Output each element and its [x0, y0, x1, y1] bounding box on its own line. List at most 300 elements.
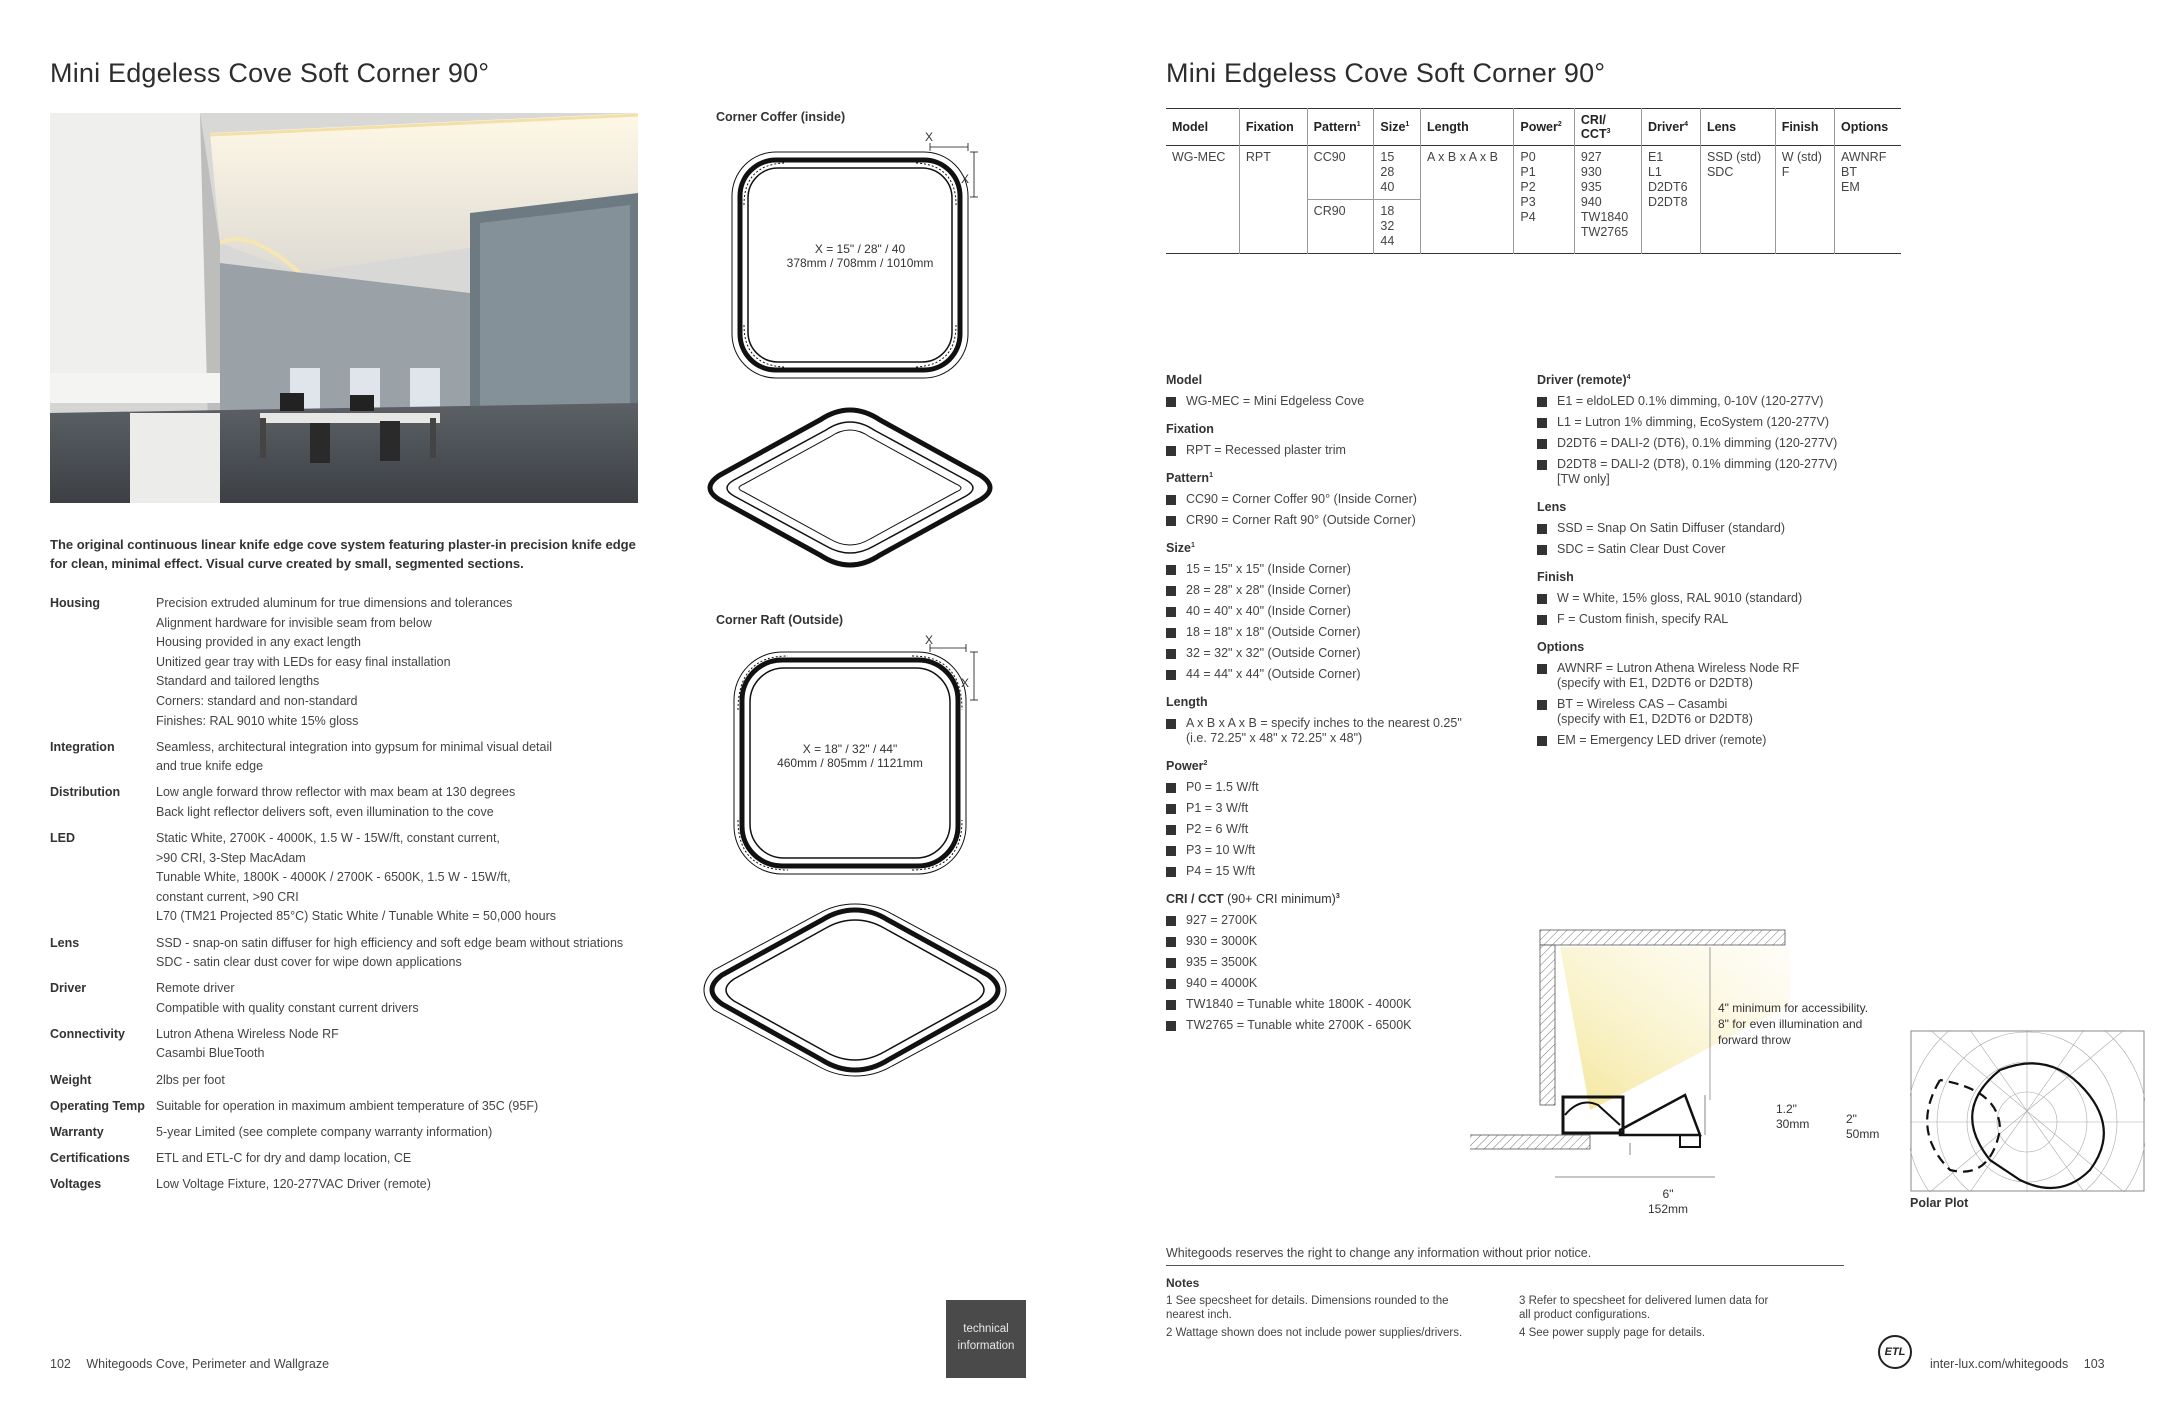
- option-heading: [1537, 500, 1917, 514]
- option-item-text: L1 = Lutron 1% dimming, EcoSystem (120-277V): [1557, 415, 1830, 429]
- option-item-text: 940 = 4000K: [1186, 976, 1258, 990]
- dim-inches: 2": [1846, 1112, 1857, 1126]
- table-header: [1574, 109, 1641, 146]
- size-value: 44: [1380, 234, 1395, 248]
- option-item: [1166, 777, 1526, 798]
- option-heading-label: Length: [1166, 695, 1208, 709]
- header-label: Options: [1840, 120, 1889, 134]
- spec-label: Certifications: [50, 1150, 130, 1165]
- table-header: [1374, 109, 1421, 146]
- option-item-text: SDC = Satin Clear Dust Cover: [1557, 542, 1726, 556]
- page-title-right: Mini Edgeless Cove Soft Corner 90°: [1166, 58, 1606, 88]
- option-heading: [1166, 695, 1526, 709]
- option-item-text: E1 = eldoLED 0.1% dimming, 0-10V (120-277V): [1557, 394, 1824, 408]
- option-heading-label: Power: [1166, 759, 1204, 773]
- square-bullet-icon: [1166, 586, 1176, 596]
- cri-value: TW1840: [1580, 210, 1629, 224]
- spec-row: [50, 783, 650, 822]
- header-label: CRI/ CCT: [1580, 113, 1607, 141]
- option-item-text: WG-MEC = Mini Edgeless Cove: [1186, 394, 1365, 408]
- square-bullet-icon: [1537, 460, 1547, 470]
- option-item: [1166, 580, 1526, 601]
- power-value: P2: [1520, 180, 1536, 194]
- square-bullet-icon: [1166, 565, 1176, 575]
- raft-dims-mm: 460mm / 805mm / 1121mm: [777, 756, 923, 770]
- option-item: [1166, 840, 1526, 861]
- size-value: 32: [1380, 219, 1395, 233]
- spec-value-line: SSD - snap-on satin diffuser for high efficiency and soft edge beam without striations: [156, 935, 624, 950]
- note-3: 3 Refer to specsheet for delivered lumen data for all product configurations.: [1519, 1295, 1769, 1321]
- dim-mm: 30mm: [1776, 1117, 1810, 1131]
- spec-value: [156, 934, 623, 973]
- option-heading-label: Fixation: [1166, 422, 1214, 436]
- footnote-marker: 1: [1209, 471, 1213, 479]
- raft-dimensions: [730, 742, 970, 770]
- option-item-text: P4 = 15 W/ft: [1186, 864, 1256, 878]
- option-item-text: P1 = 3 W/ft: [1186, 801, 1249, 815]
- spec-value: [156, 738, 552, 777]
- spec-label: Distribution: [50, 785, 121, 800]
- page-number-right: 103: [2083, 1357, 2105, 1371]
- ordering-table: [1166, 108, 1901, 254]
- cell-size-inside: [1374, 146, 1421, 200]
- spec-value: [156, 829, 556, 927]
- note-4: 4 See power supply page for details.: [1519, 1327, 1706, 1339]
- option-item-text: 930 = 3000K: [1186, 934, 1258, 948]
- header-label: Driver: [1647, 120, 1685, 134]
- option-item-text: D2DT8 = DALI-2 (DT8), 0.1% dimming (120-277V) [TW only]: [1557, 457, 1838, 486]
- square-bullet-icon: [1166, 937, 1176, 947]
- square-bullet-icon: [1166, 867, 1176, 877]
- size-value: 18: [1380, 204, 1395, 218]
- table-header: [1514, 109, 1575, 146]
- spec-label: Integration: [50, 739, 115, 754]
- technical-information-tab: [946, 1300, 1026, 1378]
- spec-label: LED: [50, 831, 75, 846]
- spec-value-line: Housing provided in any exact length: [156, 635, 361, 650]
- section-note-line: 8" for even illumination and: [1718, 1017, 1863, 1031]
- spec-value: [156, 1175, 431, 1195]
- page-title-left: Mini Edgeless Cove Soft Corner 90°: [50, 58, 490, 88]
- spec-label: Voltages: [50, 1176, 102, 1191]
- table-header: [1700, 109, 1775, 146]
- option-heading-label: Lens: [1537, 500, 1567, 514]
- square-bullet-icon: [1166, 804, 1176, 814]
- size-value: 15: [1380, 150, 1395, 164]
- driver-value: D2DT6: [1647, 180, 1688, 194]
- square-bullet-icon: [1166, 649, 1176, 659]
- spec-label: Housing: [50, 596, 100, 610]
- spec-row: [50, 1149, 650, 1169]
- option-item: [1537, 588, 1917, 609]
- etl-certification-icon: ETL: [1878, 1335, 1912, 1369]
- square-bullet-icon: [1166, 1000, 1176, 1010]
- cell-model: WG-MEC: [1172, 150, 1226, 164]
- power-value: P1: [1520, 165, 1536, 179]
- cri-value: TW2765: [1580, 225, 1629, 239]
- spec-value-line: Standard and tailored lengths: [156, 674, 320, 689]
- option-item-text: 935 = 3500K: [1186, 955, 1258, 969]
- footer-url[interactable]: inter-lux.com/whitegoods: [1930, 1357, 2069, 1371]
- square-bullet-icon: [1166, 825, 1176, 835]
- spec-value-line: Compatible with quality constant current drivers: [156, 1000, 419, 1015]
- footnote-marker: 4: [1626, 373, 1631, 381]
- option-item-text: 18 = 18" x 18" (Outside Corner): [1186, 625, 1361, 639]
- note-1: 1 See specsheet for details. Dimensions rounded to the nearest inch.: [1166, 1295, 1449, 1321]
- option-heading-label: Size: [1166, 541, 1192, 555]
- cri-value: 940: [1580, 195, 1602, 209]
- spec-value-line: Low angle forward throw reflector with max beam at 130 degrees: [156, 785, 516, 800]
- x-label: X: [925, 633, 934, 647]
- square-bullet-icon: [1166, 446, 1176, 456]
- spec-value-line: Corners: standard and non-standard: [156, 693, 358, 708]
- option-item: [1537, 609, 1917, 630]
- spec-value-line: Finishes: RAL 9010 white 15% gloss: [156, 713, 359, 728]
- square-bullet-icon: [1537, 664, 1547, 674]
- spec-row: [50, 1123, 650, 1143]
- spec-value-line: Remote driver: [156, 981, 235, 996]
- driver-value: L1: [1647, 165, 1662, 179]
- table-header: [1166, 109, 1239, 146]
- driver-value: E1: [1647, 150, 1664, 164]
- square-bullet-icon: [1537, 545, 1547, 555]
- spec-value-line: Seamless, architectural integration into gypsum for minimal visual detail: [156, 739, 553, 754]
- option-item: [1537, 539, 1917, 560]
- x-label: X: [961, 172, 970, 186]
- option-heading: [1166, 422, 1526, 436]
- option-heading-label: Pattern: [1166, 471, 1210, 485]
- option-item-text: 15 = 15" x 15" (Inside Corner): [1186, 562, 1351, 576]
- driver-value: D2DT8: [1647, 195, 1688, 209]
- finish-value: F: [1781, 165, 1790, 179]
- spec-value: [156, 1097, 538, 1117]
- tech-box-line1: technical: [963, 1323, 1009, 1335]
- option-item-text: P0 = 1.5 W/ft: [1186, 780, 1259, 794]
- header-label: Model: [1172, 120, 1209, 134]
- spec-value-line: Lutron Athena Wireless Node RF: [156, 1026, 339, 1041]
- spec-value-line: SDC - satin clear dust cover for wipe down applications: [156, 955, 462, 970]
- spec-row: [50, 738, 650, 777]
- coffer-dims-mm: 378mm / 708mm / 1010mm: [786, 256, 934, 270]
- square-bullet-icon: [1537, 736, 1547, 746]
- option-heading-label: CRI / CCT: [1166, 892, 1224, 906]
- spec-value: [156, 1071, 225, 1091]
- cell-lens: [1700, 146, 1775, 254]
- lens-value: SDC: [1706, 165, 1734, 179]
- cri-value: 927: [1580, 150, 1602, 164]
- corner-coffer-iso: [700, 400, 1000, 575]
- header-label: Pattern: [1313, 120, 1357, 134]
- note-2: 2 Wattage shown does not include power supplies/drivers.: [1166, 1327, 1463, 1339]
- notes-title: Notes: [1166, 1276, 1200, 1290]
- table-header-row: [1166, 109, 1901, 146]
- spec-label: Driver: [50, 981, 87, 996]
- option-item: [1166, 861, 1526, 882]
- spec-value-line: Suitable for operation in maximum ambient temperature of 35C (95F): [156, 1098, 539, 1113]
- option-item: [1166, 440, 1526, 461]
- square-bullet-icon: [1537, 524, 1547, 534]
- disclaimer: Whitegoods reserves the right to change any information without prior notice.: [1166, 1246, 1592, 1260]
- option-item: [1537, 730, 1917, 751]
- option-value: EM: [1840, 180, 1860, 194]
- option-heading: [1166, 471, 1526, 485]
- coffer-dims-inches: X = 15" / 28" / 40: [814, 242, 906, 256]
- option-item-text: CC90 = Corner Coffer 90° (Inside Corner): [1186, 492, 1417, 506]
- option-item: [1537, 412, 1917, 433]
- option-heading: [1537, 640, 1917, 654]
- option-item-text: SSD = Snap On Satin Diffuser (standard): [1557, 521, 1786, 535]
- cell-pattern-cc90: CC90: [1307, 146, 1374, 200]
- square-bullet-icon: [1166, 846, 1176, 856]
- table-row: [1166, 146, 1901, 200]
- dim-inches: 6": [1662, 1187, 1674, 1201]
- square-bullet-icon: [1166, 916, 1176, 926]
- options-column-2: [1537, 373, 1917, 751]
- tech-box-line2: information: [957, 1340, 1015, 1352]
- option-item: [1537, 454, 1917, 490]
- raft-dims-inches: X = 18" / 32" / 44": [802, 742, 898, 756]
- power-value: P4: [1520, 210, 1536, 224]
- cell-pattern-cr90: CR90: [1307, 200, 1374, 254]
- spec-row: [50, 934, 650, 973]
- spec-value: [156, 1123, 492, 1143]
- table-header: [1421, 109, 1514, 146]
- square-bullet-icon: [1166, 628, 1176, 638]
- spec-value-line: Static White, 2700K - 4000K, 1.5 W - 15W/ft, constant current,: [156, 831, 500, 846]
- footer-right: [1930, 1357, 2105, 1371]
- table-header: [1775, 109, 1834, 146]
- square-bullet-icon: [1537, 418, 1547, 428]
- spec-value-line: L70 (TM21 Projected 85°C) Static White / Tunable White = 50,000 hours: [156, 909, 556, 924]
- footnote-marker: 2: [1203, 759, 1208, 767]
- square-bullet-icon: [1537, 615, 1547, 625]
- x-label: X: [925, 130, 934, 144]
- option-item: [1166, 489, 1526, 510]
- footnote-marker: 2: [1557, 120, 1562, 128]
- cell-size-outside: [1374, 200, 1421, 254]
- option-item: [1166, 798, 1526, 819]
- header-label: Finish: [1781, 120, 1819, 134]
- spec-value: [156, 1149, 411, 1169]
- footnote-marker: 3: [1335, 892, 1340, 900]
- table-header: [1641, 109, 1700, 146]
- dim-height-large: [1846, 1112, 1879, 1142]
- header-label: Fixation: [1245, 120, 1294, 134]
- spec-value-line: Casambi BlueTooth: [156, 1046, 265, 1061]
- header-label: Power: [1520, 120, 1558, 134]
- cell-fixation: RPT: [1239, 146, 1307, 254]
- spec-label: Connectivity: [50, 1026, 126, 1041]
- spec-value-line: 2lbs per foot: [156, 1072, 225, 1087]
- spec-value-line: Unitized gear tray with LEDs for easy final installation: [156, 654, 451, 669]
- square-bullet-icon: [1166, 670, 1176, 680]
- dim-inches: 1.2": [1776, 1102, 1797, 1116]
- footnote-marker: 1: [1191, 541, 1195, 549]
- option-heading: [1166, 892, 1526, 906]
- option-item-text: 927 = 2700K: [1186, 913, 1258, 927]
- footnote-marker: 1: [1405, 120, 1410, 128]
- option-heading-label: Finish: [1537, 570, 1574, 584]
- spec-label: Weight: [50, 1072, 92, 1087]
- spec-row: [50, 979, 650, 1018]
- lens-value: SSD (std): [1706, 150, 1762, 164]
- square-bullet-icon: [1166, 495, 1176, 505]
- diagram-title-raft: Corner Raft (Outside): [716, 613, 844, 627]
- cell-options: [1834, 146, 1901, 254]
- option-item: [1537, 658, 1917, 694]
- cell-driver: [1641, 146, 1700, 254]
- square-bullet-icon: [1166, 397, 1176, 407]
- option-item-text: 44 = 44" x 44" (Outside Corner): [1186, 667, 1361, 681]
- option-item: [1166, 713, 1526, 749]
- spec-value-line: and true knife edge: [156, 759, 264, 774]
- option-item: [1166, 510, 1526, 531]
- square-bullet-icon: [1166, 958, 1176, 968]
- option-item: [1166, 643, 1526, 664]
- option-heading-extra: (90+ CRI minimum): [1223, 892, 1336, 906]
- square-bullet-icon: [1537, 397, 1547, 407]
- spec-value-line: Back light reflector delivers soft, even illumination to the cove: [156, 804, 494, 819]
- option-item-text: RPT = Recessed plaster trim: [1186, 443, 1346, 457]
- square-bullet-icon: [1537, 594, 1547, 604]
- footer-section-title: Whitegoods Cove, Perimeter and Wallgraze: [86, 1357, 330, 1371]
- option-value: BT: [1840, 165, 1857, 179]
- spec-value-line: Precision extruded aluminum for true dimensions and tolerances: [156, 596, 513, 610]
- option-heading: [1166, 373, 1526, 387]
- spec-row: [50, 1175, 650, 1195]
- footnote-marker: 4: [1684, 120, 1688, 128]
- size-value: 40: [1380, 180, 1395, 194]
- option-item: [1166, 559, 1526, 580]
- spec-value-line: ETL and ETL-C for dry and damp location, CE: [156, 1150, 412, 1165]
- option-item-text: P3 = 10 W/ft: [1186, 843, 1256, 857]
- square-bullet-icon: [1537, 700, 1547, 710]
- coffer-dimensions: [740, 242, 980, 270]
- spec-list: [50, 594, 650, 1201]
- option-item-text: CR90 = Corner Raft 90° (Outside Corner): [1186, 513, 1416, 527]
- option-item-text: EM = Emergency LED driver (remote): [1557, 733, 1767, 747]
- square-bullet-icon: [1166, 719, 1176, 729]
- square-bullet-icon: [1166, 979, 1176, 989]
- option-item: [1537, 433, 1917, 454]
- product-photo: [50, 113, 638, 503]
- option-item-text: P2 = 6 W/ft: [1186, 822, 1249, 836]
- option-heading-label: Options: [1537, 640, 1585, 654]
- corner-raft-iso: [700, 900, 1010, 1080]
- spec-value: [156, 1025, 339, 1064]
- spec-value-line: Tunable White, 1800K - 4000K / 2700K - 6500K, 1.5 W - 15W/ft,: [156, 870, 511, 885]
- option-item-text: 32 = 32" x 32" (Outside Corner): [1186, 646, 1361, 660]
- power-value: P3: [1520, 195, 1536, 209]
- option-heading-label: Model: [1166, 373, 1203, 387]
- intro-text: The original continuous linear knife edge cove system featuring plaster-in precision knife edge for clean, minimal effect. Visual curve created by small, segmented sections.: [50, 537, 636, 571]
- dim-mm: 152mm: [1648, 1202, 1689, 1216]
- finish-value: W (std): [1781, 150, 1822, 164]
- notes-divider: [1166, 1265, 1844, 1266]
- footer-left: [50, 1357, 329, 1371]
- header-label: Size: [1380, 120, 1406, 134]
- section-note-line: 4" minimum for accessibility.: [1718, 1001, 1869, 1015]
- square-bullet-icon: [1166, 516, 1176, 526]
- section-note-line: forward throw: [1718, 1033, 1791, 1047]
- option-value: AWNRF: [1840, 150, 1887, 164]
- option-heading: [1537, 373, 1917, 387]
- option-item: [1537, 391, 1917, 412]
- option-item-text: BT = Wireless CAS – Casambi (specify with E1, D2DT6 or D2DT8): [1557, 697, 1753, 726]
- option-item: [1166, 601, 1526, 622]
- footnote-marker: 3: [1606, 127, 1611, 135]
- spec-value-line: constant current, >90 CRI: [156, 889, 299, 904]
- cell-length: A x B x A x B: [1421, 146, 1514, 254]
- option-item-text: 28 = 28" x 28" (Inside Corner): [1186, 583, 1351, 597]
- footnote-marker: 1: [1356, 120, 1361, 128]
- option-item-text: A x B x A x B = specify inches to the nearest 0.25" (i.e. 72.25" x 48" x 72.25" x 48"): [1186, 716, 1462, 745]
- square-bullet-icon: [1166, 607, 1176, 617]
- spec-row: [50, 1025, 650, 1064]
- spec-row: [50, 594, 650, 731]
- cell-finish: [1775, 146, 1834, 254]
- option-item-text: D2DT6 = DALI-2 (DT6), 0.1% dimming (120-277V): [1557, 436, 1838, 450]
- option-item-text: AWNRF = Lutron Athena Wireless Node RF (specify with E1, D2DT6 or D2DT8): [1557, 661, 1800, 690]
- spec-row: [50, 1097, 650, 1117]
- option-item-text: TW1840 = Tunable white 1800K - 4000K: [1186, 997, 1412, 1011]
- cri-value: 935: [1580, 180, 1602, 194]
- spec-row: [50, 1071, 650, 1091]
- cove-section-drawing: [1470, 925, 1810, 1185]
- option-item: [1537, 518, 1917, 539]
- table-header: [1307, 109, 1374, 146]
- header-label: Length: [1427, 120, 1469, 134]
- option-item: [1166, 819, 1526, 840]
- size-value: 28: [1380, 165, 1395, 179]
- diagram-title-coffer: Corner Coffer (inside): [716, 110, 846, 124]
- option-item-text: TW2765 = Tunable white 2700K - 6500K: [1186, 1018, 1412, 1032]
- spec-value-line: >90 CRI, 3-Step MacAdam: [156, 850, 306, 865]
- square-bullet-icon: [1166, 783, 1176, 793]
- option-item-text: F = Custom finish, specify RAL: [1557, 612, 1729, 626]
- polar-plot-label: Polar Plot: [1910, 1196, 1969, 1210]
- spec-label: Lens: [50, 935, 80, 950]
- dim-height-small: [1776, 1102, 1809, 1132]
- square-bullet-icon: [1166, 1021, 1176, 1031]
- spec-value: [156, 783, 515, 822]
- square-bullet-icon: [1537, 439, 1547, 449]
- table-header: [1239, 109, 1307, 146]
- spec-value: [156, 594, 512, 731]
- option-item: [1166, 622, 1526, 643]
- spec-label: Warranty: [50, 1124, 104, 1139]
- spec-value: [156, 979, 419, 1018]
- option-item: [1166, 391, 1526, 412]
- spec-value-line: 5-year Limited (see complete company warranty information): [156, 1124, 493, 1139]
- table-header: [1834, 109, 1901, 146]
- section-note: [1718, 1000, 1868, 1048]
- option-heading: [1166, 541, 1526, 555]
- cri-value: 930: [1580, 165, 1602, 179]
- polar-plot: [1910, 1030, 2145, 1192]
- option-item-text: 40 = 40" x 40" (Inside Corner): [1186, 604, 1351, 618]
- option-heading: [1537, 570, 1917, 584]
- dim-mm: 50mm: [1846, 1127, 1880, 1141]
- x-label: X: [961, 676, 970, 690]
- option-heading-label: Driver (remote): [1537, 373, 1627, 387]
- cell-power: [1514, 146, 1575, 254]
- spec-value-line: Alignment hardware for invisible seam from below: [156, 615, 432, 630]
- option-item-text: W = White, 15% gloss, RAL 9010 (standard): [1557, 591, 1803, 605]
- cell-cri: [1574, 146, 1641, 254]
- option-heading: [1166, 759, 1526, 773]
- spec-row: [50, 829, 650, 927]
